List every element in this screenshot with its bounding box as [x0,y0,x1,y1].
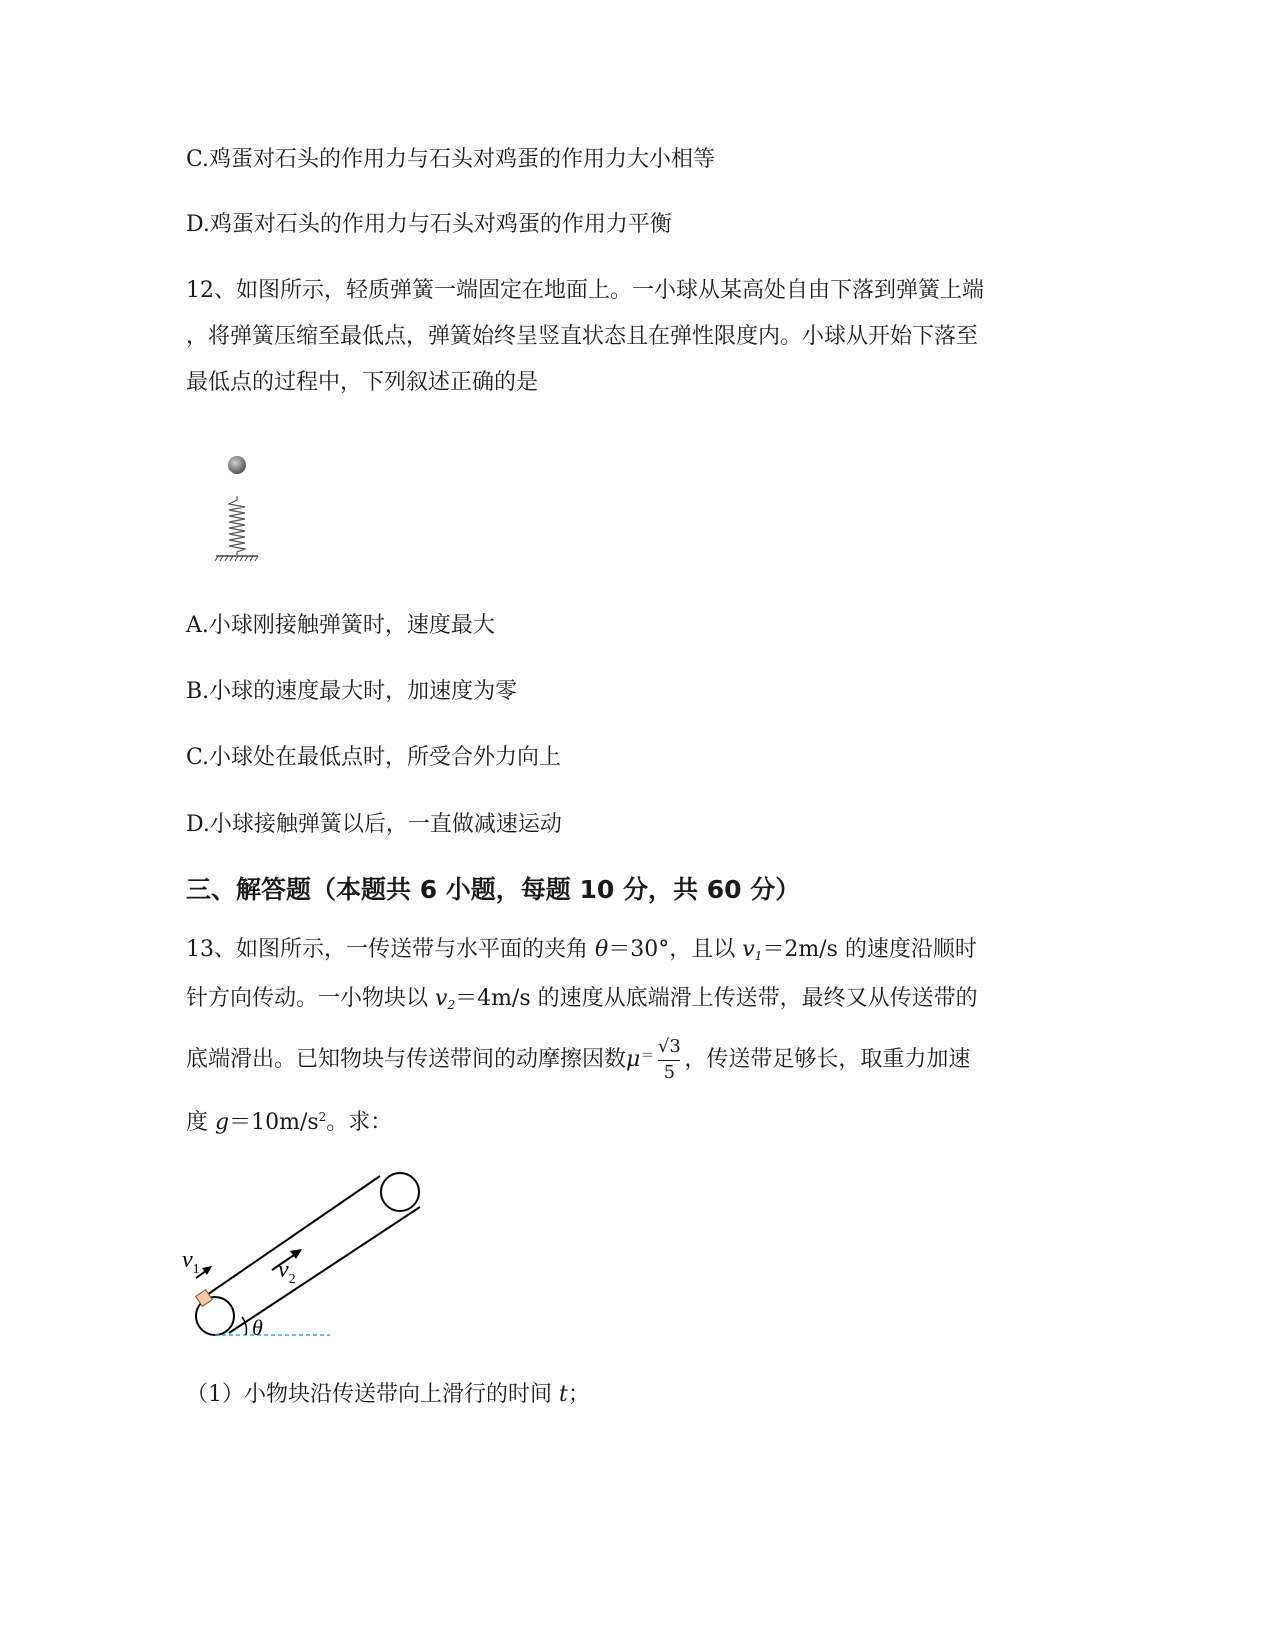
theta-label: θ [252,1315,263,1340]
theta-symbol: θ [595,937,609,962]
q12-stem-line1: 12、如图所示，轻质弹簧一端固定在地面上。一小球从某高处自由下落到弹簧上端 [186,278,984,303]
option-a-q12: A.小球刚接触弹簧时，速度最大 [186,613,495,638]
ball-spring-figure [210,450,270,575]
option-d-q12: D.小球接触弹簧以后，一直做减速运动 [186,812,562,837]
option-c-q12: C.小球处在最低点时，所受合外力向上 [186,745,562,770]
q13-stem-line2: 针方向传动。一小物块以 $v_2=4m/s$ 的速度从底端滑上传送带，最终又从传送带的 [186,986,978,1012]
mu-fraction: $\frac{√3}{5}$ [657,1036,681,1083]
section-heading: 三、解答题（本题共 6 小题，每题 10 分，共 60 分） [186,875,801,904]
option-d-q11: D.鸡蛋对石头的作用力与石头对鸡蛋的作用力平衡 [186,212,672,237]
ball [228,456,246,474]
v2-label: $v_2$ [278,1257,296,1287]
q12-stem-line3: 最低点的过程中，下列叙述正确的是 [186,370,539,395]
top-pulley [381,1173,419,1211]
q13-part1: （1）小物块沿传送带向上滑行的时间 t； [186,1382,590,1407]
angle-arc [242,1317,247,1335]
option-b-q12: B.小球的速度最大时，加速度为零 [186,679,518,704]
spring [229,496,245,555]
q13-stem-line3: 底端滑出。已知物块与传送带间的动摩擦因数μ＝ $\frac{√3}{5}$ ，传送带足够长，取重力加速 [186,1036,971,1083]
conveyor-belt-figure [180,1165,430,1350]
mu-symbol: μ [626,1047,641,1072]
v1-label: $v_1$ [182,1247,200,1277]
option-c-q11: C.鸡蛋对石头的作用力与石头对鸡蛋的作用力大小相等 [186,147,716,172]
q12-stem-line2: ，将弹簧压缩至最低点，弹簧始终呈竖直状态且在弹性限度内。小球从开始下落至 [186,324,979,349]
q13-stem-line1: 13、如图所示，一传送带与水平面的夹角 θ＝30°，且以 $v_1=2m/s$ 的速度沿顺时 [186,937,977,963]
q13-stem-line4: 度 $g=10m/s^2$。求： [186,1110,393,1135]
